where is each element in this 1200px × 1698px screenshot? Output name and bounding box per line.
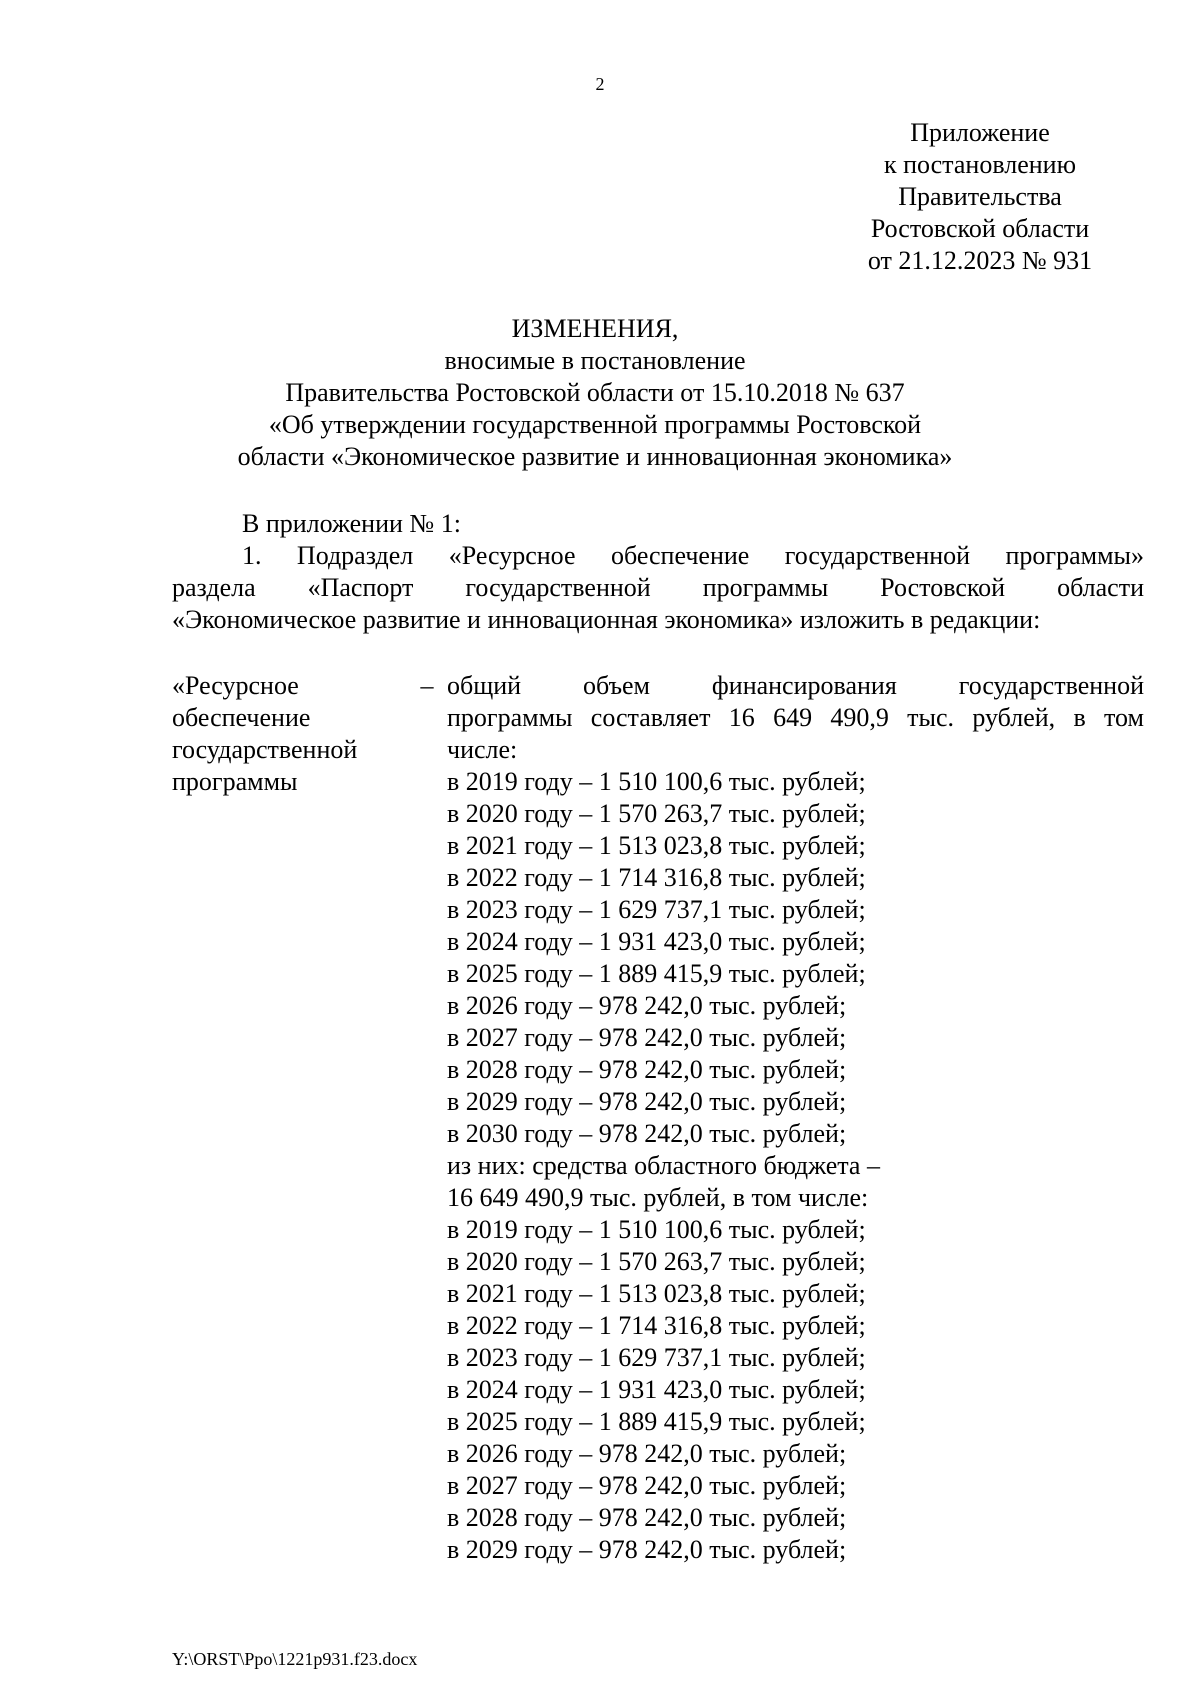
resource-label-line: обеспечение: [172, 703, 311, 732]
resource-line: в 2019 году – 1 510 100,6 тыс. рублей;: [447, 767, 866, 796]
resource-line: в 2020 году – 1 570 263,7 тыс. рублей;: [447, 799, 866, 828]
resource-line: в 2024 году – 1 931 423,0 тыс. рублей;: [447, 1375, 866, 1404]
resource-line: в 2023 году – 1 629 737,1 тыс. рублей;: [447, 1343, 866, 1372]
resource-line: из них: средства областного бюджета –: [447, 1151, 880, 1180]
intro-line: В приложении № 1:: [242, 509, 461, 538]
intro-line: 1. Подраздел «Ресурсное обеспечение государственной программы»: [242, 541, 1144, 570]
resource-line: в 2029 году – 978 242,0 тыс. рублей;: [447, 1087, 847, 1116]
resource-line: в 2019 году – 1 510 100,6 тыс. рублей;: [447, 1215, 866, 1244]
heading-line: Правительства Ростовской области от 15.10.2018 № 637: [285, 378, 905, 407]
resource-label-line: «Ресурсное: [172, 671, 299, 700]
resource-line: в 2022 году – 1 714 316,8 тыс. рублей;: [447, 863, 866, 892]
document-heading: [170, 313, 1020, 473]
appendix-line: Приложение: [910, 118, 1050, 147]
resource-line: в 2025 году – 1 889 415,9 тыс. рублей;: [447, 1407, 866, 1436]
heading-line: вносимые в постановление: [444, 346, 746, 375]
resource-line: в 2026 году – 978 242,0 тыс. рублей;: [447, 1439, 847, 1468]
heading-title: ИЗМЕНЕНИЯ,: [511, 314, 679, 343]
heading-line: области «Экономическое развитие и инновационная экономика»: [237, 442, 953, 471]
intro-line: «Экономическое развитие и инновационная экономика» изложить в редакции:: [172, 605, 1041, 634]
appendix-date-number: от 21.12.2023 № 931: [867, 246, 1093, 275]
resource-line: в 2029 году – 978 242,0 тыс. рублей;: [447, 1535, 847, 1564]
appendix-note: [830, 117, 1130, 277]
resource-line: в 2024 году – 1 931 423,0 тыс. рублей;: [447, 927, 866, 956]
resource-line: в 2025 году – 1 889 415,9 тыс. рублей;: [447, 959, 866, 988]
resource-line: в 2022 году – 1 714 316,8 тыс. рублей;: [447, 1311, 866, 1340]
resource-line: числе:: [447, 735, 518, 764]
resource-line: в 2020 году – 1 570 263,7 тыс. рублей;: [447, 1247, 866, 1276]
heading-line: «Об утверждении государственной программы Ростовской: [268, 410, 922, 439]
intro-line: раздела «Паспорт государственной программы Ростовской области: [172, 573, 1144, 602]
resource-label-line: государственной: [172, 735, 358, 764]
appendix-line: к постановлению: [883, 150, 1077, 179]
resource-line: в 2027 году – 978 242,0 тыс. рублей;: [447, 1471, 847, 1500]
resource-line: в 2026 году – 978 242,0 тыс. рублей;: [447, 991, 847, 1020]
resource-line: в 2021 году – 1 513 023,8 тыс. рублей;: [447, 831, 866, 860]
resource-line: в 2027 году – 978 242,0 тыс. рублей;: [447, 1023, 847, 1052]
footer-file-path: Y:\ORST\Ppo\1221p931.f23.docx: [172, 1649, 418, 1669]
resource-line: общий объем финансирования государственной: [447, 671, 1144, 700]
appendix-line: Ростовской области: [870, 214, 1090, 243]
resource-line: в 2028 году – 978 242,0 тыс. рублей;: [447, 1055, 847, 1084]
resource-line: программы составляет 16 649 490,9 тыс. рублей, в том: [447, 703, 1144, 732]
resource-line: 16 649 490,9 тыс. рублей, в том числе:: [447, 1183, 869, 1212]
intro-paragraph: [172, 508, 1144, 636]
resource-dash: –: [420, 671, 434, 700]
resource-line: в 2028 году – 978 242,0 тыс. рублей;: [447, 1503, 847, 1532]
resource-line: в 2021 году – 1 513 023,8 тыс. рублей;: [447, 1279, 866, 1308]
resource-label: [172, 670, 412, 798]
page-number: 2: [595, 74, 605, 94]
appendix-line: Правительства: [898, 182, 1062, 211]
resource-label-line: программы: [172, 767, 298, 796]
resource-content: [447, 670, 1144, 1566]
resource-line: в 2023 году – 1 629 737,1 тыс. рублей;: [447, 895, 866, 924]
resource-line: в 2030 году – 978 242,0 тыс. рублей;: [447, 1119, 847, 1148]
